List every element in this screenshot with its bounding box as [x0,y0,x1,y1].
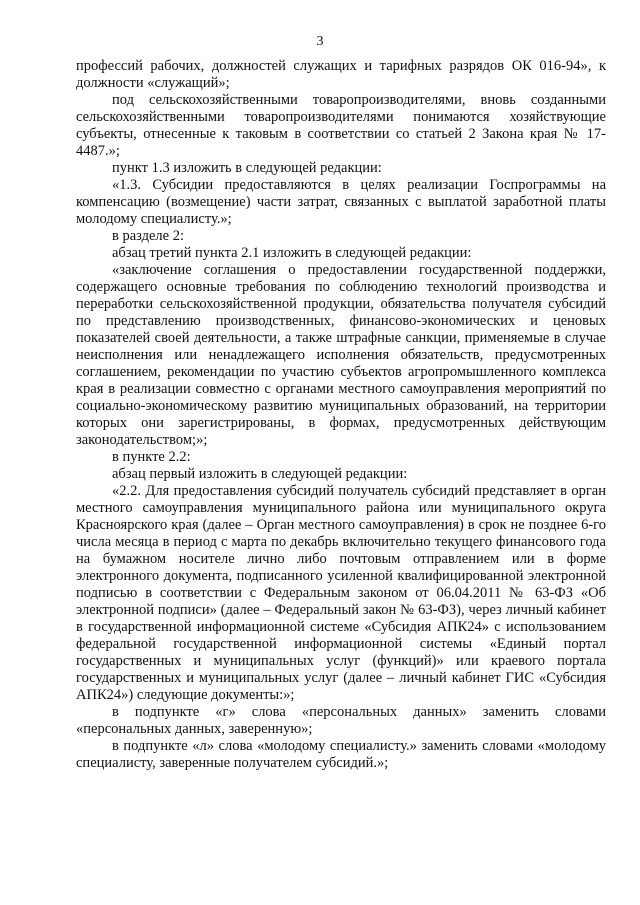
paragraph: профессий рабочих, должностей служащих и тарифных разрядов ОК 016-94», к должности «служащий»; [76,58,606,91]
paragraph: абзац третий пункта 2.1 изложить в следующей редакции: [112,245,472,261]
paragraph: абзац первый изложить в следующей редакции: [112,466,408,482]
paragraph: в подпункте «л» слова «молодому специалисту.» заменить словами «молодому специалисту, заверенные получателем субсидий.»; [76,738,606,771]
paragraph: пункт 1.3 изложить в следующей редакции: [112,160,382,176]
paragraph: в разделе 2: [112,228,185,244]
paragraph: «1.3. Субсидии предоставляются в целях реализации Госпрограммы на компенсацию (возмещение) части затрат, связанных с выплатой заработной платы молодому специалисту.»; [76,177,606,227]
page-number: 3 [316,34,324,49]
paragraph: под сельскохозяйственными товаропроизводителями, вновь созданными сельскохозяйственными товаропроизводителями понимаются хозяйствующие субъекты, отнесенные к таковым в соответствии со статьей 2 Закона края № 17-4487.»; [76,92,606,159]
paragraph: «2.2. Для предоставления субсидий получатель субсидий представляет в орган местного самоуправления муниципального района или муниципального округа Красноярского края (далее – Орган местного самоуправления) в срок не позднее 6-го числа месяца в период с марта по декабрь включительно текущего финансового года на бумажном носителе лично либо почтовым отправлением или в форме электронного документа, подписанного усиленной квалифицированной электронной подписью в соответствии с Федеральным законом от 06.04.2011 № 63-ФЗ «Об электронной подписи» (далее – Федеральный закон № 63-ФЗ), через личный кабинет в государственной информационной системе «Субсидия АПК24» с использованием федеральной государственной информационной системы «Единый портал государственных и муниципальных услуг (функций)» или краевого портала государственных и муниципальных услуг (далее – личный кабинет ГИС «Субсидия АПК24») следующие документы:»; [76,483,606,703]
paragraph: в подпункте «г» слова «персональных данных» заменить словами «персональных данных, заверенную»; [76,704,606,737]
paragraph: «заключение соглашения о предоставлении государственной поддержки, содержащего основные требования по соблюдению технологий производства и переработки сельскохозяйственной продукции, обязательства получателя субсидий по представлению производственных, финансово-экономических и ценовых показателей своей деятельности, а также штрафные санкции, применяемые в случае неисполнения или ненадлежащего исполнения обязательств, предусмотренных соглашением, рекомендации по участию субъектов агропромышленного комплекса края в реализации совместно с органами местного самоуправления мероприятий по социально-экономическому развитию муниципальных образований, на территории которых они зарегистрированы, в формах, предусмотренных действующим законодательством;»; [76,262,606,448]
document-body [76,58,606,772]
paragraph: в пункте 2.2: [112,449,191,465]
